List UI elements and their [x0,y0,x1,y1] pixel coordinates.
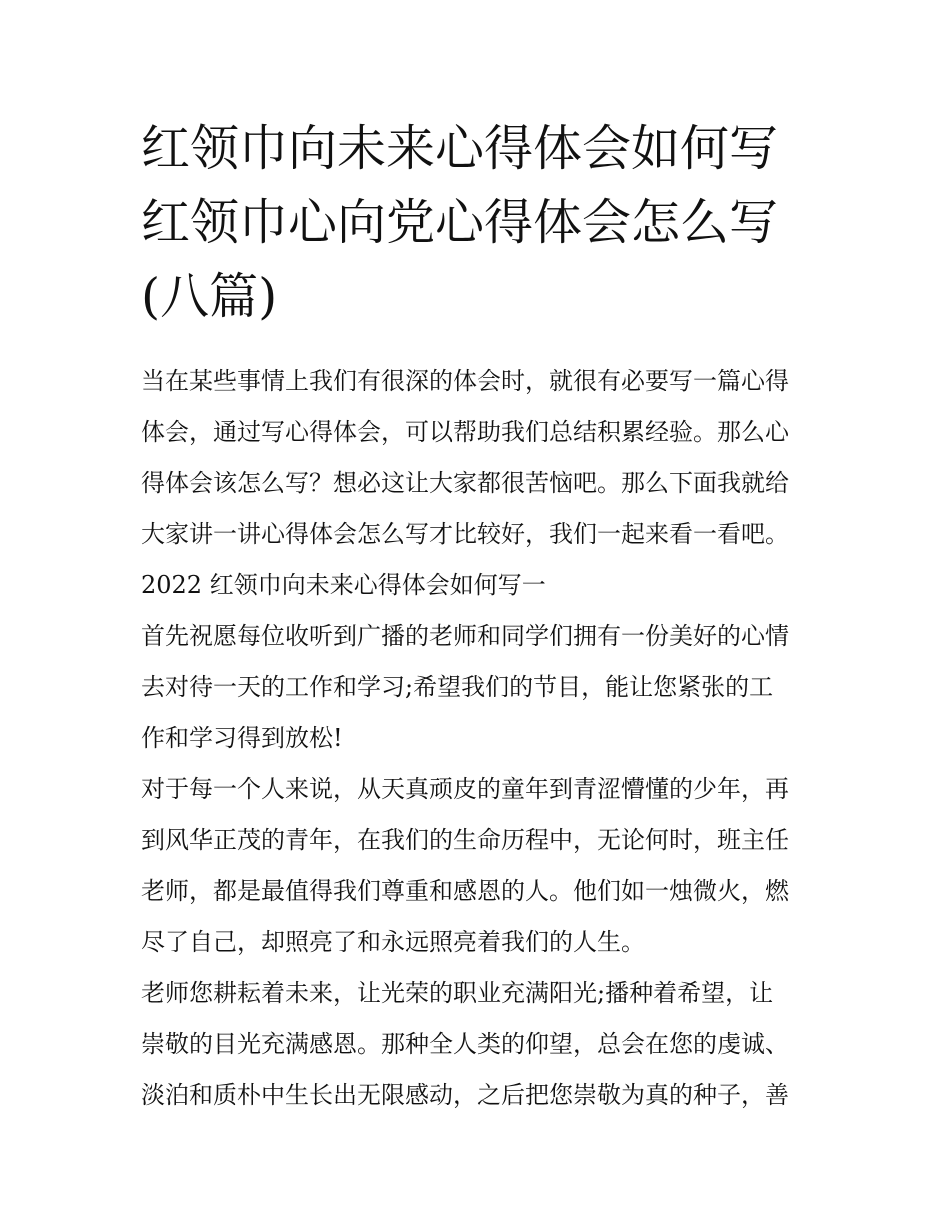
body-line: 得体会该怎么写？想必这让大家都很苦恼吧。那么下面我就给 [141,469,789,497]
body-line: 到风华正茂的青年，在我们的生命历程中，无论何时，班主任 [141,826,789,854]
document-title [141,112,821,334]
body-line: 作和学习得到放松! [141,724,343,752]
body-line: 尽了自己，却照亮了和永远照亮着我们的人生。 [141,928,645,956]
body-line: 体会，通过写心得体会，可以帮助我们总结积累经验。那么心 [141,418,789,446]
title-line-1: 红领巾向未来心得体会如何写 [141,120,779,177]
body-line: 崇敬的目光充满感恩。那种全人类的仰望，总会在您的虔诚、 [141,1030,789,1058]
title-line-3: (八篇) [141,268,278,325]
body-line: 对于每一个人来说，从天真顽皮的童年到青涩懵懂的少年，再 [141,775,789,803]
document-body [141,356,821,1121]
body-line: 去对待一天的工作和学习;希望我们的节目，能让您紧张的工 [141,673,774,701]
title-line-2: 红领巾心向党心得体会怎么写 [141,194,779,251]
section-heading: 2022 红领巾向未来心得体会如何写一 [141,571,546,599]
body-line: 大家讲一讲心得体会怎么写才比较好，我们一起来看一看吧。 [141,520,789,548]
body-line: 首先祝愿每位收听到广播的老师和同学们拥有一份美好的心情 [141,622,789,650]
body-line: 当在某些事情上我们有很深的体会时，就很有必要写一篇心得 [141,367,789,395]
body-line: 老师，都是最值得我们尊重和感恩的人。他们如一烛微火，燃 [141,877,789,905]
body-line: 老师您耕耘着未来，让光荣的职业充满阳光;播种着希望，让 [141,979,774,1007]
body-line: 淡泊和质朴中生长出无限感动，之后把您崇敬为真的种子，善 [141,1081,789,1109]
